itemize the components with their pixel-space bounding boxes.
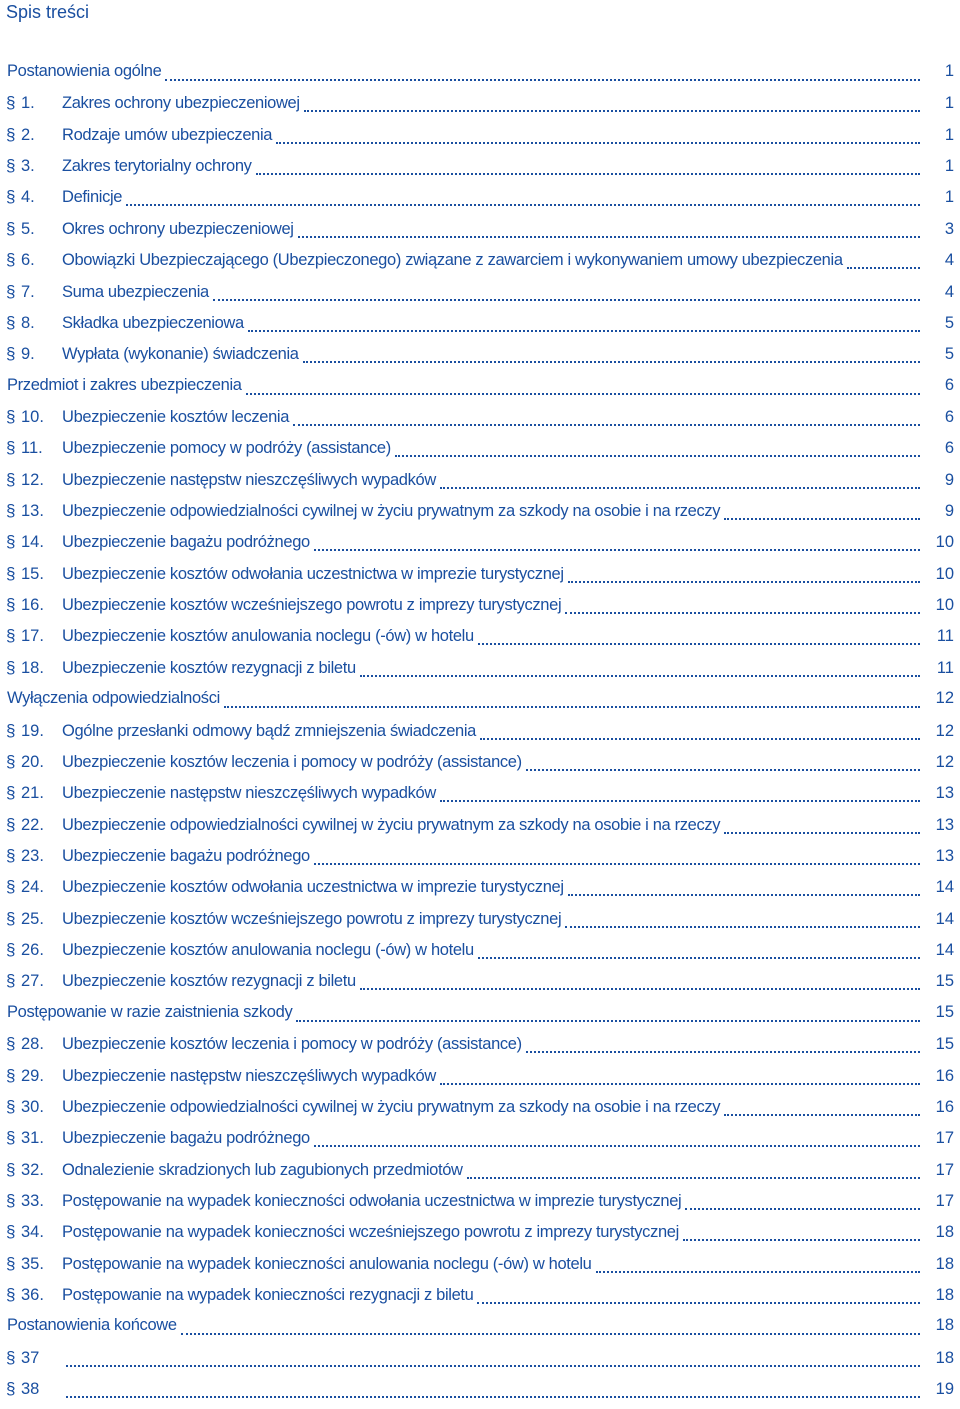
dot-leader	[440, 800, 920, 802]
dot-leader	[685, 1208, 920, 1210]
toc-chapter-entry[interactable]	[0, 58, 960, 89]
section-number: 26.	[21, 941, 44, 960]
toc-entry-label: Ubezpieczenie kosztów anulowania noclegu (-ów) w hotelu	[62, 627, 474, 646]
toc-entry-label: Postanowienia końcowe	[7, 1316, 177, 1335]
toc-entry-heading	[0, 407, 289, 427]
dot-leader	[565, 926, 920, 928]
toc-page-number: 16	[935, 1066, 954, 1085]
toc-entry-heading	[0, 250, 843, 270]
section-number: 20.	[21, 752, 44, 771]
toc-entry-label: Ubezpieczenie następstw nieszczęśliwych wypadków	[62, 1066, 436, 1085]
toc-page-number: 10	[935, 564, 954, 583]
toc-entry-label: Postępowanie na wypadek konieczności anulowania noclegu (-ów) w hotelu	[62, 1254, 592, 1273]
dot-leader	[224, 706, 920, 708]
section-number: 34.	[21, 1223, 44, 1242]
section-sign-icon: §	[6, 563, 16, 583]
toc-entry-label: Ubezpieczenie kosztów rezygnacji z biletu	[62, 972, 356, 991]
section-number: 13.	[21, 502, 44, 521]
toc-entry-label: Wyłączenia odpowiedzialności	[7, 689, 220, 708]
toc-entry-label: Ubezpieczenie kosztów odwołania uczestnictwa w imprezie turystycznej	[62, 564, 564, 583]
toc-page-number: 14	[935, 909, 954, 928]
toc-section-entry[interactable]	[0, 246, 960, 277]
section-sign-icon: §	[6, 1034, 16, 1054]
toc-entry-heading	[0, 1160, 463, 1180]
toc-section-entry[interactable]	[0, 497, 960, 528]
toc-entry-heading	[0, 877, 564, 897]
toc-page-number: 1	[944, 62, 954, 80]
toc-title: Spis treści	[6, 2, 90, 22]
section-number: 3.	[21, 157, 35, 176]
toc-section-entry[interactable]	[0, 654, 960, 685]
section-sign-icon: §	[6, 940, 16, 960]
section-sign-icon: §	[6, 626, 16, 646]
toc-page-number: 4	[944, 282, 954, 301]
toc-section-entry[interactable]	[0, 591, 960, 622]
toc-entry-heading	[0, 752, 522, 772]
toc-section-entry[interactable]	[0, 1124, 960, 1155]
section-number: 37	[21, 1348, 40, 1367]
toc-entry-heading	[0, 156, 252, 176]
section-number: 22.	[21, 815, 44, 834]
dot-leader	[467, 1177, 920, 1179]
toc-page-number: 6	[944, 407, 954, 426]
section-sign-icon: §	[6, 501, 16, 521]
dot-leader	[568, 894, 920, 896]
toc-section-entry[interactable]	[0, 622, 960, 653]
toc-section-entry[interactable]	[0, 936, 960, 967]
dot-leader	[526, 1051, 920, 1053]
section-sign-icon: §	[6, 877, 16, 897]
toc-chapter-entry[interactable]	[0, 685, 960, 716]
toc-section-entry[interactable]	[0, 842, 960, 873]
section-sign-icon: §	[6, 469, 16, 489]
toc-page-number: 4	[944, 251, 954, 270]
dot-leader	[303, 361, 920, 363]
dot-leader	[477, 1302, 920, 1304]
section-number: 25.	[21, 909, 44, 928]
toc-section-entry[interactable]	[0, 466, 960, 497]
toc-section-entry[interactable]	[0, 1156, 960, 1187]
toc-page-number: 1	[944, 125, 954, 144]
section-sign-icon: §	[6, 218, 16, 238]
section-sign-icon: §	[6, 1379, 16, 1399]
section-number: 10.	[21, 407, 44, 426]
dot-leader	[360, 988, 920, 990]
toc-entry-label: Postanowienia ogólne	[7, 62, 162, 80]
toc-entry-label: Ubezpieczenie pomocy w podróży (assistance)	[62, 439, 391, 458]
toc-page-number: 15	[935, 972, 954, 991]
toc-section-entry[interactable]	[0, 215, 960, 246]
toc-page-number: 6	[944, 375, 954, 394]
toc-chapter-entry[interactable]	[0, 999, 960, 1030]
toc-entry-heading	[0, 1348, 62, 1368]
dot-leader	[314, 549, 920, 551]
toc-entry-label: Ubezpieczenie kosztów leczenia	[62, 407, 290, 426]
dot-leader	[395, 455, 920, 457]
toc-page-number: 15	[935, 1002, 954, 1021]
section-sign-icon: §	[6, 1128, 16, 1148]
toc-entry-heading	[0, 62, 161, 81]
toc-section-entry[interactable]	[0, 1375, 960, 1406]
toc-page-number: 17	[935, 1129, 954, 1148]
toc-page-number: 9	[944, 470, 954, 489]
toc-entry-label: Ubezpieczenie odpowiedzialności cywilnej w życiu prywatnym za szkody na osobie i na rzeczy	[62, 502, 721, 521]
section-number: 36.	[21, 1286, 44, 1305]
toc-section-entry[interactable]	[0, 152, 960, 183]
toc-page-number: 13	[935, 815, 954, 834]
toc-page-number: 17	[935, 1191, 954, 1210]
dot-leader	[126, 204, 920, 206]
toc-page-number: 11	[936, 658, 954, 677]
section-number: 38	[21, 1380, 40, 1399]
toc-entry-heading	[0, 1379, 62, 1399]
toc-entry-heading	[0, 1097, 720, 1117]
section-number: 21.	[21, 784, 44, 803]
toc-page-number: 13	[935, 784, 954, 803]
toc-entry-label: Definicje	[62, 188, 123, 207]
toc-page-number: 14	[935, 941, 954, 960]
toc-page-number: 6	[944, 439, 954, 458]
toc-entry-heading	[0, 909, 561, 929]
toc-section-entry[interactable]	[0, 403, 960, 434]
toc-entry-label: Ubezpieczenie kosztów odwołania uczestnictwa w imprezie turystycznej	[62, 878, 564, 897]
toc-section-entry[interactable]	[0, 1030, 960, 1061]
section-number: 4.	[21, 188, 35, 207]
toc-entry-label: Składka ubezpieczeniowa	[62, 313, 244, 332]
toc-entry-heading	[0, 1034, 522, 1054]
dot-leader	[256, 173, 920, 175]
toc-section-entry[interactable]	[0, 967, 960, 998]
toc-entry-heading	[0, 721, 476, 741]
section-number: 19.	[21, 721, 44, 740]
toc-entry-label: Ubezpieczenie następstw nieszczęśliwych wypadków	[62, 784, 436, 803]
section-sign-icon: §	[6, 156, 16, 176]
toc-entry-heading	[0, 313, 244, 333]
section-sign-icon: §	[6, 1190, 16, 1210]
section-number: 9.	[21, 345, 35, 364]
toc-section-entry[interactable]	[0, 183, 960, 214]
section-sign-icon: §	[6, 814, 16, 834]
dot-leader	[568, 581, 920, 583]
toc-entry-label: Postępowanie w razie zaistnienia szkody	[7, 1002, 293, 1021]
toc-section-entry[interactable]	[0, 121, 960, 152]
dot-leader	[276, 142, 920, 144]
toc-entry-heading	[0, 219, 294, 239]
section-number: 8.	[21, 313, 35, 332]
toc-entry-heading	[0, 344, 299, 364]
toc-section-entry[interactable]	[0, 1062, 960, 1093]
dot-leader	[246, 393, 920, 395]
toc-entry-heading	[0, 532, 310, 552]
toc-entry-label: Ubezpieczenie kosztów wcześniejszego powrotu z imprezy turystycznej	[62, 909, 562, 928]
dot-leader	[293, 424, 920, 426]
section-sign-icon: §	[6, 1253, 16, 1273]
section-sign-icon: §	[6, 281, 16, 301]
toc-section-entry[interactable]	[0, 1218, 960, 1249]
section-sign-icon: §	[6, 406, 16, 426]
section-number: 2.	[21, 125, 35, 144]
toc-entry-label: Ubezpieczenie odpowiedzialności cywilnej w życiu prywatnym za szkody na osobie i na rzeczy	[62, 815, 721, 834]
toc-entry-heading	[0, 1222, 679, 1242]
toc-page-number: 13	[935, 846, 954, 865]
section-sign-icon: §	[6, 751, 16, 771]
section-sign-icon: §	[6, 1222, 16, 1242]
toc-entry-label: Obowiązki Ubezpieczającego (Ubezpieczonego) związane z zawarciem i wykonywaniem umowy ubezpieczenia	[62, 251, 843, 270]
toc-entry-heading	[0, 940, 474, 960]
dot-leader	[724, 518, 920, 520]
dot-leader	[847, 267, 920, 269]
section-number: 33.	[21, 1191, 44, 1210]
toc-entry-label: Postępowanie na wypadek konieczności rezygnacji z biletu	[62, 1286, 474, 1305]
toc-entry-heading	[0, 93, 300, 113]
section-number: 24.	[21, 878, 44, 897]
toc-entry-heading	[0, 1003, 292, 1022]
section-number: 17.	[21, 627, 44, 646]
toc-section-entry[interactable]	[0, 717, 960, 748]
toc-entry-label: Suma ubezpieczenia	[62, 282, 209, 301]
section-sign-icon: §	[6, 1065, 16, 1085]
section-number: 5.	[21, 219, 35, 238]
dot-leader	[314, 1145, 920, 1147]
toc-entry-heading	[0, 815, 720, 835]
section-sign-icon: §	[6, 1347, 16, 1367]
toc-entry-heading	[0, 1191, 681, 1211]
toc-page-number: 5	[944, 345, 954, 364]
toc-entry-label: Rodzaje umów ubezpieczenia	[62, 125, 273, 144]
toc-entry-label: Zakres ochrony ubezpieczeniowej	[62, 94, 300, 113]
toc-page-number: 12	[935, 721, 954, 740]
section-number: 6.	[21, 251, 35, 270]
toc-entry-heading	[0, 595, 561, 615]
toc-section-entry[interactable]	[0, 1093, 960, 1124]
toc-section-entry[interactable]	[0, 1250, 960, 1281]
toc-section-entry[interactable]	[0, 89, 960, 120]
toc-page-number: 18	[935, 1286, 954, 1305]
toc-page-number: 18	[935, 1348, 954, 1367]
toc-entry-heading	[0, 1254, 592, 1274]
toc-entry-heading	[0, 564, 564, 584]
dot-leader	[440, 487, 920, 489]
dot-leader	[66, 1365, 920, 1367]
toc-entry-heading	[0, 187, 122, 207]
toc-page-number: 1	[944, 157, 954, 176]
section-sign-icon: §	[6, 1096, 16, 1116]
dot-leader	[314, 863, 920, 865]
toc-entry-heading	[0, 1128, 310, 1148]
toc-section-entry[interactable]	[0, 560, 960, 591]
toc-entry-label: Wypłata (wykonanie) świadczenia	[62, 345, 299, 364]
toc-section-entry[interactable]	[0, 1281, 960, 1312]
toc-entry-label: Przedmiot i zakres ubezpieczenia	[7, 375, 242, 394]
toc-page-number: 3	[944, 219, 954, 238]
section-sign-icon: §	[6, 438, 16, 458]
toc-page-number: 10	[935, 533, 954, 552]
section-sign-icon: §	[6, 971, 16, 991]
toc-section-entry[interactable]	[0, 434, 960, 465]
toc-entry-label: Postępowanie na wypadek konieczności odwołania uczestnictwa w imprezie turystycznej	[62, 1191, 682, 1210]
dot-leader	[165, 79, 920, 81]
toc-page-number: 5	[944, 313, 954, 332]
toc-entry-label: Ubezpieczenie kosztów wcześniejszego powrotu z imprezy turystycznej	[62, 596, 562, 615]
section-sign-icon: §	[6, 344, 16, 364]
toc-page-number: 14	[935, 878, 954, 897]
section-sign-icon: §	[6, 93, 16, 113]
toc-entry-label: Ubezpieczenie bagażu podróżnego	[62, 846, 310, 865]
dot-leader	[304, 110, 920, 112]
dot-leader	[724, 1114, 920, 1116]
toc-entry-label: Ubezpieczenie kosztów rezygnacji z biletu	[62, 658, 356, 677]
toc-section-entry[interactable]	[0, 811, 960, 842]
section-sign-icon: §	[6, 187, 16, 207]
toc-entry-heading	[0, 1316, 177, 1335]
toc-section-entry[interactable]	[0, 309, 960, 340]
toc-entry-label: Ubezpieczenie kosztów leczenia i pomocy w podróży (assistance)	[62, 752, 522, 771]
section-number: 32.	[21, 1160, 44, 1179]
section-number: 12.	[21, 470, 44, 489]
toc-list	[0, 58, 960, 1406]
section-sign-icon: §	[6, 595, 16, 615]
dot-leader	[213, 299, 920, 301]
toc-page-number: 15	[935, 1035, 954, 1054]
toc-entry-heading	[0, 1066, 436, 1086]
toc-entry-label: Ogólne przesłanki odmowy bądź zmniejszenia świadczenia	[62, 721, 476, 740]
toc-entry-label: Postępowanie na wypadek konieczności wcześniejszego powrotu z imprezy turystycznej	[62, 1223, 679, 1242]
toc-section-entry[interactable]	[0, 779, 960, 810]
dot-leader	[526, 769, 920, 771]
toc-entry-heading	[0, 438, 391, 458]
toc-entry-label: Ubezpieczenie odpowiedzialności cywilnej w życiu prywatnym za szkody na osobie i na rzeczy	[62, 1097, 721, 1116]
toc-page-number: 12	[935, 689, 954, 708]
toc-entry-label: Odnalezienie skradzionych lub zagubionych przedmiotów	[62, 1160, 463, 1179]
toc-entry-heading	[0, 282, 209, 302]
section-sign-icon: §	[6, 783, 16, 803]
toc-entry-heading	[0, 626, 474, 646]
toc-page-number: 9	[944, 502, 954, 521]
dot-leader	[596, 1271, 921, 1273]
toc-section-entry[interactable]	[0, 278, 960, 309]
section-sign-icon: §	[6, 845, 16, 865]
section-sign-icon: §	[6, 250, 16, 270]
section-number: 1.	[21, 94, 35, 113]
toc-page-number: 1	[944, 188, 954, 207]
dot-leader	[478, 643, 920, 645]
dot-leader	[298, 236, 920, 238]
toc-entry-heading	[0, 125, 272, 145]
toc-chapter-entry[interactable]	[0, 372, 960, 403]
section-number: 31.	[21, 1129, 44, 1148]
toc-page-number: 11	[936, 627, 954, 646]
toc-page-number: 12	[935, 752, 954, 771]
section-number: 14.	[21, 533, 44, 552]
dot-leader	[724, 832, 920, 834]
section-number: 29.	[21, 1066, 44, 1085]
toc-page-number: 1	[944, 94, 954, 113]
toc-entry-label: Okres ochrony ubezpieczeniowej	[62, 219, 294, 238]
section-sign-icon: §	[6, 908, 16, 928]
toc-entry-label: Ubezpieczenie kosztów anulowania noclegu (-ów) w hotelu	[62, 941, 474, 960]
toc-entry-heading	[0, 971, 356, 991]
toc-section-entry[interactable]	[0, 340, 960, 371]
toc-page-number: 17	[935, 1160, 954, 1179]
dot-leader	[248, 330, 920, 332]
section-number: 7.	[21, 282, 35, 301]
toc-entry-label: Zakres terytorialny ochrony	[62, 157, 252, 176]
section-number: 18.	[21, 658, 44, 677]
toc-entry-heading	[0, 1285, 473, 1305]
section-number: 30.	[21, 1097, 44, 1116]
section-number: 27.	[21, 972, 44, 991]
section-number: 35.	[21, 1254, 44, 1273]
dot-leader	[360, 675, 920, 677]
toc-page-number: 18	[935, 1223, 954, 1242]
toc-entry-label: Ubezpieczenie kosztów leczenia i pomocy w podróży (assistance)	[62, 1035, 522, 1054]
toc-page-number: 16	[935, 1097, 954, 1116]
toc-entry-heading	[0, 501, 720, 521]
toc-page-number: 18	[935, 1254, 954, 1273]
dot-leader	[66, 1396, 920, 1398]
dot-leader	[181, 1333, 920, 1335]
toc-entry-heading	[0, 470, 436, 490]
section-number: 28.	[21, 1035, 44, 1054]
toc-section-entry[interactable]	[0, 873, 960, 904]
dot-leader	[565, 612, 920, 614]
toc-entry-heading	[0, 689, 220, 708]
section-sign-icon: §	[6, 532, 16, 552]
toc-entry-heading	[0, 658, 356, 678]
toc-entry-heading	[0, 846, 310, 866]
toc-entry-label: Ubezpieczenie bagażu podróżnego	[62, 533, 310, 552]
section-number: 15.	[21, 564, 44, 583]
toc-section-entry[interactable]	[0, 528, 960, 559]
section-number: 23.	[21, 846, 44, 865]
section-sign-icon: §	[6, 657, 16, 677]
dot-leader	[478, 957, 920, 959]
toc-section-entry[interactable]	[0, 1344, 960, 1375]
toc-chapter-entry[interactable]	[0, 1312, 960, 1343]
toc-section-entry[interactable]	[0, 905, 960, 936]
toc-entry-label: Ubezpieczenie następstw nieszczęśliwych wypadków	[62, 470, 436, 489]
toc-section-entry[interactable]	[0, 1187, 960, 1218]
section-sign-icon: §	[6, 1159, 16, 1179]
toc-entry-label: Ubezpieczenie bagażu podróżnego	[62, 1129, 310, 1148]
section-sign-icon: §	[6, 720, 16, 740]
section-number: 11.	[21, 439, 43, 458]
toc-page-number: 18	[935, 1316, 954, 1335]
toc-entry-heading	[0, 376, 242, 395]
toc-entry-heading	[0, 783, 436, 803]
section-sign-icon: §	[6, 312, 16, 332]
dot-leader	[440, 1083, 920, 1085]
dot-leader	[480, 738, 920, 740]
toc-section-entry[interactable]	[0, 748, 960, 779]
section-sign-icon: §	[6, 124, 16, 144]
dot-leader	[683, 1239, 920, 1241]
toc-page-number: 19	[935, 1380, 954, 1399]
section-number: 16.	[21, 596, 44, 615]
section-sign-icon: §	[6, 1285, 16, 1305]
dot-leader	[296, 1020, 920, 1022]
toc-page-number: 10	[935, 596, 954, 615]
